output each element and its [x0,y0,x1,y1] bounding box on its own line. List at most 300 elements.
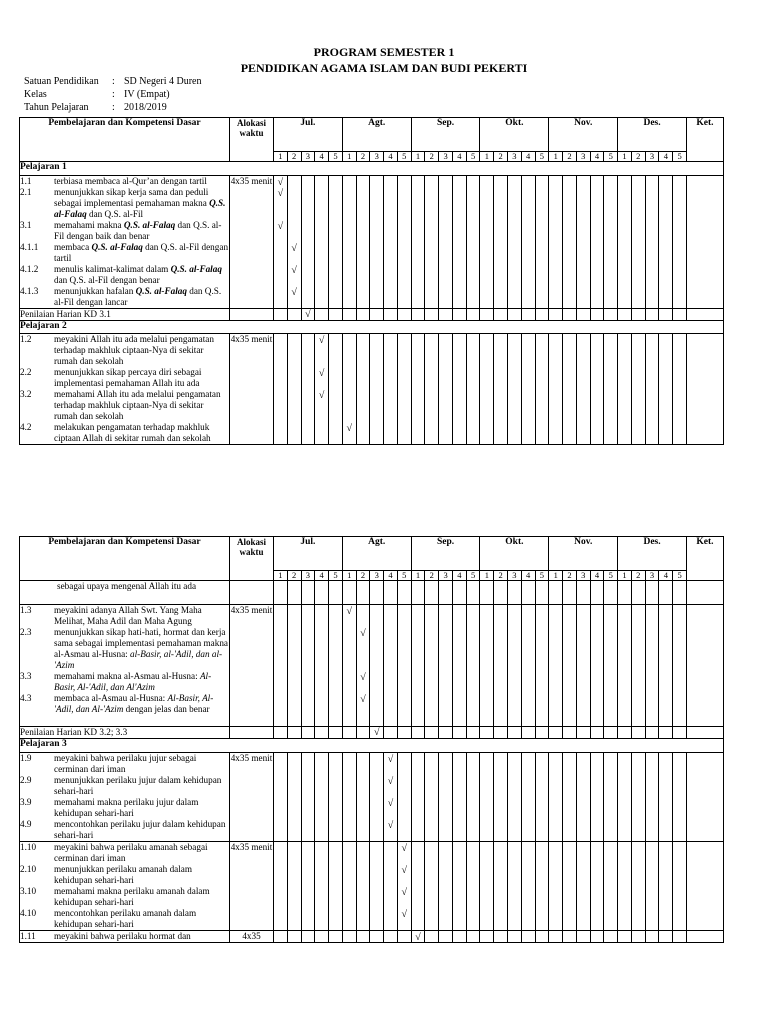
week-cell [329,727,343,739]
week-cell [397,176,411,309]
week-cell [466,309,480,321]
week-cell [452,931,466,943]
kd-number: 4.3 [20,693,32,703]
week-cell [521,605,535,727]
week-cell [480,842,494,931]
week-cell [631,309,645,321]
week-cell [590,334,604,445]
week-cell [645,581,659,605]
week-number: 2 [494,152,508,162]
week-number: 1 [549,571,563,581]
week-cell [315,309,329,321]
kd-number: 3.1 [20,220,32,230]
kd-text: membaca Q.S. al-Falaq dan Q.S. al-Fil dengan tartil [54,242,229,263]
week-cell [576,842,590,931]
kd-list [20,605,230,727]
week-cell [301,931,315,943]
month-header: Jul. [274,118,343,152]
week-cell [329,842,343,931]
kd-number: 4.9 [20,819,32,829]
week-cell [645,176,659,309]
week-cell [673,605,687,727]
week-cell [535,931,549,943]
week-cell [673,931,687,943]
week-cell [315,842,329,931]
week-cell [576,309,590,321]
check-mark: √ [291,243,297,254]
week-cell [535,753,549,842]
week-cell [356,581,370,605]
week-cell [631,842,645,931]
kd-item [20,775,229,797]
week-number: 5 [397,152,411,162]
week-number: 2 [356,571,370,581]
week-cell [645,842,659,931]
week-cell [494,842,508,931]
kd-item [20,908,229,930]
document-title: PROGRAM SEMESTER 1 [313,45,455,59]
week-number: 1 [342,152,356,162]
week-number: 5 [604,152,618,162]
week-cell [535,842,549,931]
week-cell [287,581,301,605]
week-cell [397,753,411,842]
ket-cell [686,931,723,943]
week-cell [659,176,673,309]
week-cell [329,581,343,605]
month-header: Sep. [411,118,480,152]
kd-number: 1.2 [20,334,32,344]
week-cell [329,334,343,445]
week-cell [521,753,535,842]
week-cell [411,727,425,739]
check-mark: √ [373,727,380,738]
week-cell [549,605,563,727]
week-cell [631,931,645,943]
week-cell [659,753,673,842]
week-number: 5 [329,571,343,581]
kd-number: 3.9 [20,797,32,807]
week-cell [439,605,453,727]
week-cell [508,842,522,931]
week-cell [576,605,590,727]
week-cell [508,753,522,842]
week-cell [439,176,453,309]
month-header: Des. [618,118,687,152]
week-cell [494,753,508,842]
week-number: 1 [274,152,288,162]
week-number: 2 [425,571,439,581]
week-cell [397,309,411,321]
kd-item [20,864,229,886]
week-cell [508,581,522,605]
week-number: 5 [397,571,411,581]
month-header: Nov. [549,118,618,152]
week-cell [315,581,329,605]
week-number: 1 [480,152,494,162]
school-info [24,75,201,114]
ket-cell [686,753,723,842]
week-cell [494,309,508,321]
week-cell [411,842,425,931]
meta-colon: : [112,89,115,100]
week-cell [659,931,673,943]
week-cell [549,334,563,445]
check-mark: √ [318,390,325,401]
week-cell [549,753,563,842]
week-cell [673,753,687,842]
week-cell [631,176,645,309]
week-cell [604,727,618,739]
week-number: 3 [576,152,590,162]
week-cell [452,753,466,842]
lesson-title: Pelajaran 2 [20,321,724,334]
kd-text: menunjukkan sikap kerja sama dan peduli sebagai implementasi pemahaman makna Q.S. al-Falaq dan Q.S. al-Fil [54,187,226,219]
week-cell [329,176,343,309]
column-header-ket: Ket. [686,118,723,162]
ket-cell [686,605,723,727]
week-cell [508,605,522,727]
week-cell [411,931,425,943]
kd-number: 1.3 [20,605,32,615]
week-number: 2 [287,152,301,162]
week-cell [411,581,425,605]
week-cell [425,605,439,727]
week-cell [645,309,659,321]
meta-label: Satuan Pendidikan [24,76,99,87]
week-cell [480,605,494,727]
week-number: 3 [301,152,315,162]
kd-number: 4.1.1 [20,242,39,252]
week-cell [659,581,673,605]
week-cell [274,842,288,931]
week-cell [673,309,687,321]
week-cell [370,309,384,321]
week-cell [535,334,549,445]
week-cell [411,309,425,321]
assessment-row [20,309,724,321]
week-number: 4 [590,152,604,162]
kd-text: meyakini adanya Allah Swt. Yang Maha Melihat, Maha Adil dan Maha Agung [54,605,202,626]
week-cell [563,753,577,842]
week-cell [576,931,590,943]
week-cell [521,842,535,931]
check-mark: √ [415,932,421,943]
week-cell [274,309,288,321]
week-cell [425,309,439,321]
week-cell [315,931,329,943]
meta-row-tahun [24,101,201,114]
week-cell [411,753,425,842]
week-cell [452,727,466,739]
kd-text: terbiasa membaca al-Qur’an dengan tartil [54,176,207,186]
week-cell [631,334,645,445]
document-subtitle: PENDIDIKAN AGAMA ISLAM DAN BUDI PEKERTI [240,61,528,75]
week-number: 5 [535,152,549,162]
check-mark: √ [401,909,408,920]
week-cell [301,727,315,739]
column-header-alokasi [230,537,274,581]
week-cell [631,753,645,842]
week-cell [563,842,577,931]
week-cell [563,605,577,727]
check-mark: √ [360,628,366,639]
week-cell [563,334,577,445]
kd-number: 2.3 [20,627,32,637]
week-cell [342,581,356,605]
week-cell [508,176,522,309]
week-number: 1 [411,152,425,162]
week-cell [274,176,288,309]
kd-text: mencontohkan perilaku amanah dalam kehidupan sehari-hari [54,908,197,929]
week-cell [604,309,618,321]
week-cell [301,176,315,309]
kd-item [20,931,229,942]
week-number: 3 [370,571,384,581]
week-cell [590,842,604,931]
meta-value: IV (Empat) [124,89,170,100]
week-cell [342,842,356,931]
week-number: 3 [301,571,315,581]
week-cell [439,309,453,321]
check-mark: √ [387,820,394,831]
week-cell [618,176,632,309]
week-cell [549,581,563,605]
lesson-row [20,739,724,753]
kd-list [20,334,230,445]
kd-text: meyakini bahwa perilaku jujur sebagai cerminan dari iman [54,753,197,774]
week-number: 1 [411,571,425,581]
meta-row-satuan [24,75,201,88]
week-cell [521,309,535,321]
week-number: 3 [439,571,453,581]
alokasi-cell [230,581,274,605]
kd-item [20,627,229,671]
week-number: 2 [563,152,577,162]
kd-number: 2.2 [20,367,32,377]
check-mark: √ [401,843,408,854]
week-cell [315,334,329,445]
meta-value: 2018/2019 [124,102,167,113]
week-cell [480,727,494,739]
column-header-kd: Pembelajaran dan Kompetensi Dasar [20,537,230,581]
month-header: Agt. [342,537,411,571]
week-cell [370,842,384,931]
week-cell [356,334,370,445]
week-cell [356,727,370,739]
week-cell [466,753,480,842]
week-cell [645,727,659,739]
kd-continuation-text: sebagai upaya mengenal Allah itu ada [20,581,230,605]
week-cell [274,753,288,842]
week-cell [590,753,604,842]
week-cell [397,931,411,943]
week-cell [301,581,315,605]
week-cell [535,605,549,727]
week-cell [397,727,411,739]
column-header-kd: Pembelajaran dan Kompetensi Dasar [20,118,230,162]
week-cell [673,334,687,445]
kd-list [20,753,230,842]
week-cell [452,842,466,931]
week-cell [384,334,398,445]
week-cell [590,581,604,605]
week-cell [315,605,329,727]
kd-item [20,605,229,627]
kd-text: menunjukkan hafalan Q.S. al-Falaq dan Q.S. al-Fil dengan lancar [54,286,222,307]
week-number: 2 [356,152,370,162]
month-header: Agt. [342,118,411,152]
week-cell [342,753,356,842]
header-row [20,537,724,571]
week-cell [329,605,343,727]
continuation-row [20,581,724,605]
header-row [20,118,724,152]
week-cell [549,727,563,739]
week-number: 1 [274,571,288,581]
week-cell [618,753,632,842]
week-number: 5 [466,152,480,162]
week-number: 5 [673,571,687,581]
week-cell [508,309,522,321]
week-cell [425,176,439,309]
check-mark: √ [305,309,311,320]
week-cell [480,753,494,842]
week-number: 3 [508,152,522,162]
week-number: 1 [618,152,632,162]
week-cell [618,605,632,727]
kd-item [20,422,229,444]
week-cell [384,727,398,739]
week-cell [521,581,535,605]
meta-row-kelas [24,88,201,101]
week-cell [604,581,618,605]
kd-item [20,797,229,819]
week-cell [425,727,439,739]
week-cell [411,334,425,445]
week-cell [576,727,590,739]
kd-item [20,176,229,187]
week-cell [274,727,288,739]
month-header: Okt. [480,537,549,571]
week-cell [439,931,453,943]
week-cell [439,334,453,445]
week-cell [645,931,659,943]
week-number: 5 [329,152,343,162]
week-cell [508,931,522,943]
check-mark: √ [318,368,325,379]
week-number: 4 [384,571,398,581]
week-cell [287,753,301,842]
week-cell [480,581,494,605]
column-header-alokasi [230,118,274,162]
week-cell [673,176,687,309]
ket-cell [686,176,723,309]
week-cell [287,176,301,309]
kd-item [20,819,229,841]
week-cell [315,727,329,739]
week-cell [604,753,618,842]
week-cell [521,727,535,739]
week-cell [590,727,604,739]
kd-text: menunjukkan perilaku amanah dalam kehidupan sehari-hari [54,864,193,885]
week-cell [645,605,659,727]
meta-value: SD Negeri 4 Duren [124,76,202,87]
kd-list [20,842,230,931]
week-cell [659,727,673,739]
week-cell [494,727,508,739]
week-cell [274,605,288,727]
week-cell [287,309,301,321]
kd-block-row [20,931,724,943]
week-number: 2 [563,571,577,581]
month-header: Jul. [274,537,343,571]
week-number: 1 [342,571,356,581]
lesson-title: Pelajaran 1 [20,162,724,176]
kd-text: mencontohkan perilaku jujur dalam kehidupan sehari-hari [54,819,226,840]
column-header-ket: Ket. [686,537,723,581]
week-cell [494,931,508,943]
month-header: Nov. [549,537,618,571]
week-number: 2 [631,571,645,581]
lesson-title: Pelajaran 3 [20,739,724,753]
week-cell [576,334,590,445]
week-number: 2 [631,152,645,162]
assessment-row [20,727,724,739]
week-cell [342,334,356,445]
kd-text: memahami makna al-Asmau al-Husna: Al-Basir, Al-'Adil, dan Al'Azim [54,671,212,692]
kd-text: memahami Allah itu ada melalui pengamatan terhadap makhluk ciptaan-Nya di sekitar rumah dan sekolah [54,389,221,421]
check-mark: √ [318,335,325,346]
week-cell [563,176,577,309]
kd-block-row [20,753,724,842]
kd-block-row [20,842,724,931]
week-cell [411,176,425,309]
kd-number: 4.10 [20,908,37,918]
kd-text: meyakini bahwa perilaku hormat dan [54,931,191,941]
week-number: 3 [508,571,522,581]
week-cell [356,931,370,943]
week-cell [494,176,508,309]
check-mark: √ [387,776,394,787]
kd-item [20,286,229,308]
week-number: 5 [673,152,687,162]
kd-list [20,176,230,309]
week-cell [645,753,659,842]
week-cell [397,605,411,727]
month-header: Sep. [411,537,480,571]
week-cell [425,931,439,943]
week-cell [466,931,480,943]
week-cell [466,605,480,727]
week-cell [618,309,632,321]
week-cell [576,176,590,309]
kd-item [20,334,229,367]
week-cell [604,931,618,943]
kd-block-row [20,334,724,445]
week-cell [370,605,384,727]
week-cell [301,842,315,931]
kd-number: 1.11 [20,931,36,941]
week-cell [301,334,315,445]
week-cell [370,176,384,309]
week-cell [659,309,673,321]
kd-number: 4.1.3 [20,286,39,296]
kd-number: 2.10 [20,864,37,874]
week-cell [480,931,494,943]
week-cell [535,176,549,309]
week-cell [452,334,466,445]
